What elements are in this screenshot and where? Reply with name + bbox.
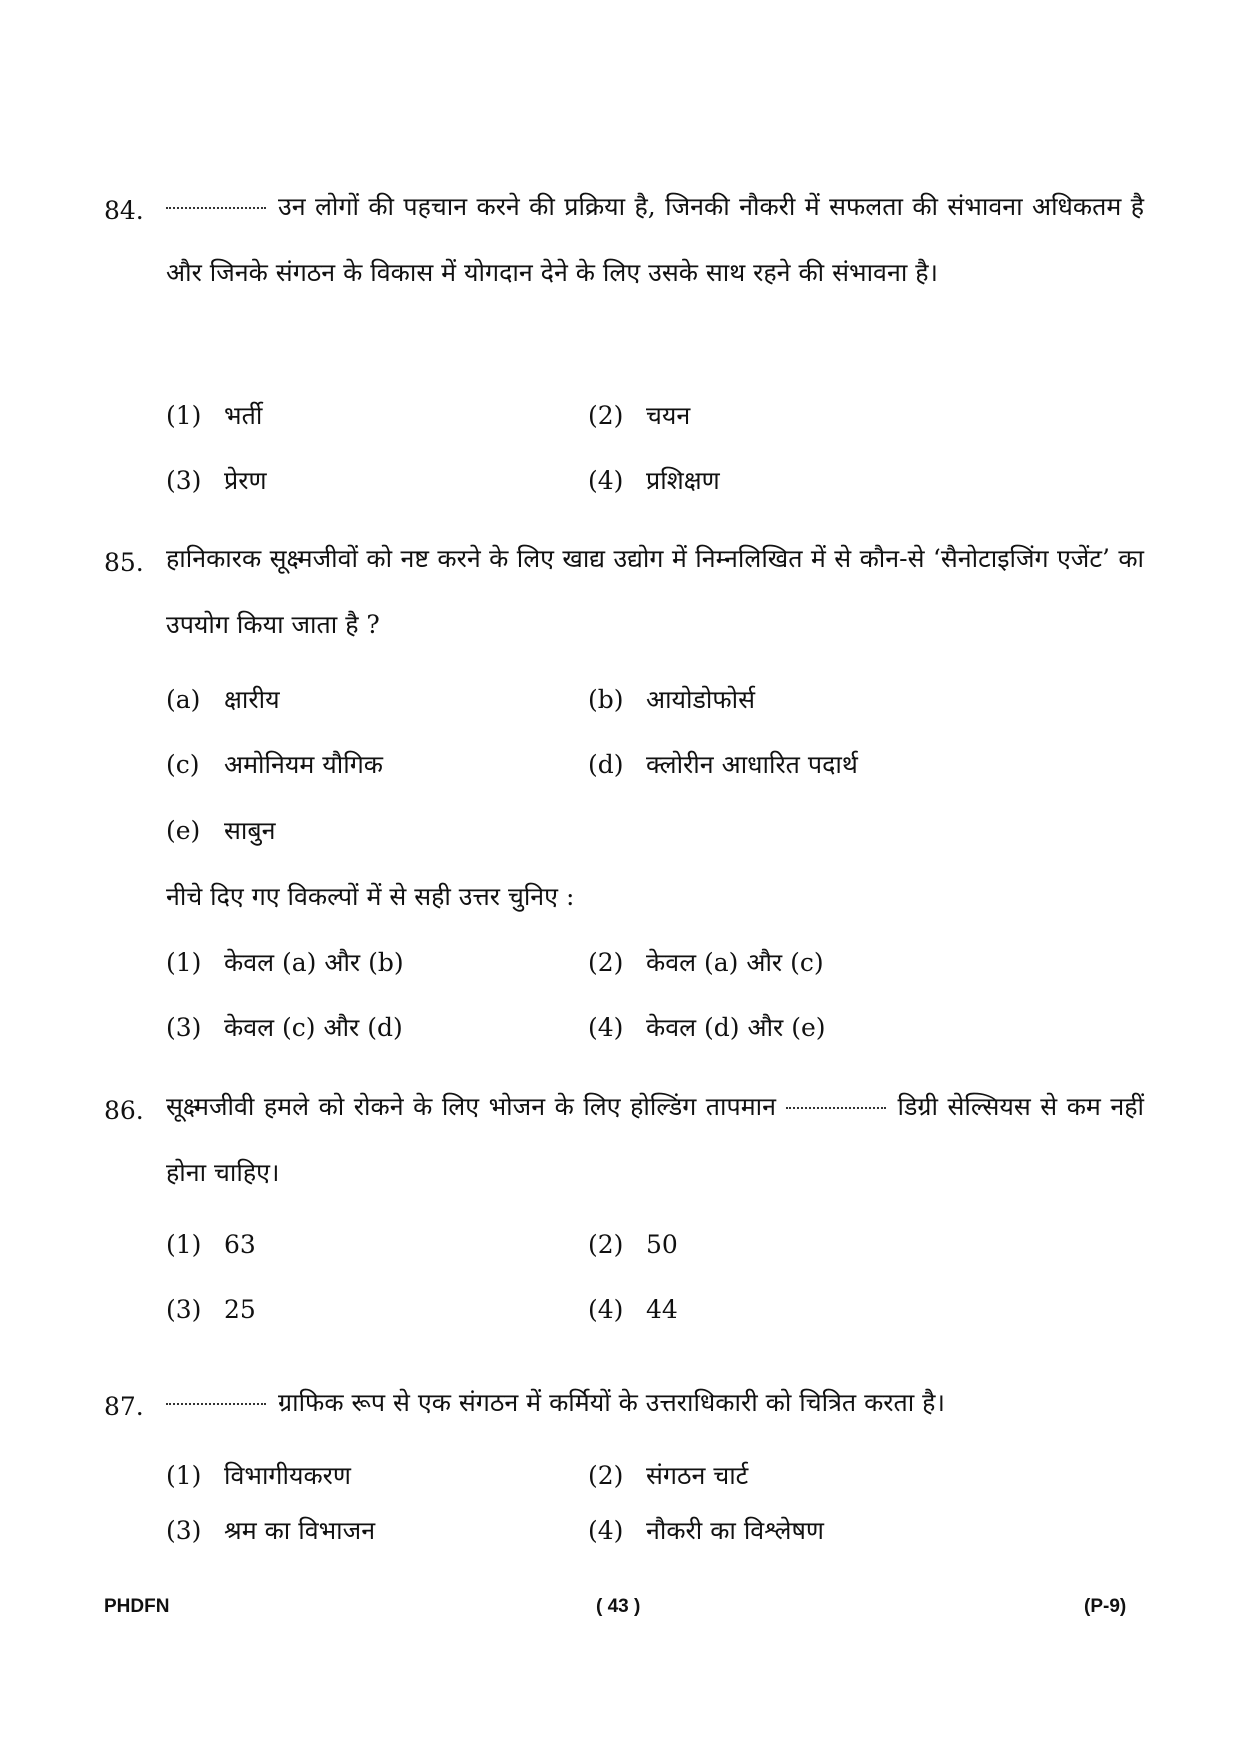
question-text: हानिकारक सूक्ष्मजीवों को नष्ट करने के लिए खाद्य उद्योग में निम्नलिखित में से कौन-से ‘सैनोटाइजिंग एजेंट’ का उपयोग किया जाता है ? bbox=[166, 544, 1144, 639]
option-2: (2) केवल (a) और (c) bbox=[588, 948, 824, 977]
fill-blank bbox=[166, 199, 266, 209]
fill-blank bbox=[166, 1395, 266, 1405]
option-2: (2) चयन bbox=[588, 401, 691, 430]
question-number: 87. bbox=[104, 1392, 144, 1421]
footer-code: PHDFN bbox=[104, 1596, 170, 1617]
option-4: (4) प्रशिक्षण bbox=[588, 466, 720, 495]
question-number: 84. bbox=[104, 196, 144, 225]
option-4: (4) केवल (d) और (e) bbox=[588, 1013, 826, 1042]
statement-b: (b) आयोडोफोर्स bbox=[588, 685, 756, 714]
question-text: ग्राफिक रूप से एक संगठन में कर्मियों के उत्तराधिकारी को चित्रित करता है। bbox=[166, 1370, 1144, 1436]
option-2: (2) 50 bbox=[588, 1230, 678, 1259]
option-3: (3) 25 bbox=[166, 1295, 256, 1324]
footer-page-number: ( 43 ) bbox=[596, 1596, 641, 1617]
question-text: सूक्ष्मजीवी हमले को रोकने के लिए भोजन के लिए होल्डिंग तापमान डिग्री सेल्सियस से कम नहीं होना चाहिए। bbox=[166, 1092, 1144, 1187]
statement-a: (a) क्षारीय bbox=[166, 685, 280, 714]
fill-blank bbox=[786, 1099, 886, 1109]
question-text: उन लोगों की पहचान करने की प्रक्रिया है, जिनकी नौकरी में सफलता की संभावना अधिकतम है और जिनके संगठन के विकास में योगदान देने के लिए उसके साथ रहने की संभावना है। bbox=[166, 192, 1144, 287]
option-4: (4) नौकरी का विश्लेषण bbox=[588, 1516, 824, 1545]
option-1: (1) विभागीयकरण bbox=[166, 1461, 351, 1490]
statement-e: (e) साबुन bbox=[166, 816, 276, 845]
option-2: (2) संगठन चार्ट bbox=[588, 1461, 749, 1490]
option-3: (3) प्रेरण bbox=[166, 466, 267, 495]
option-3: (3) श्रम का विभाजन bbox=[166, 1516, 376, 1545]
statement-d: (d) क्लोरीन आधारित पदार्थ bbox=[588, 750, 858, 779]
footer-set-code: (P-9) bbox=[1084, 1596, 1127, 1617]
question-number: 85. bbox=[104, 548, 144, 577]
option-4: (4) 44 bbox=[588, 1295, 678, 1324]
instruction-text: नीचे दिए गए विकल्पों में से सही उत्तर चुनिए : bbox=[166, 882, 575, 911]
option-3: (3) केवल (c) और (d) bbox=[166, 1013, 403, 1042]
option-1: (1) भर्ती bbox=[166, 401, 263, 430]
option-1: (1) 63 bbox=[166, 1230, 256, 1259]
statement-c: (c) अमोनियम यौगिक bbox=[166, 750, 383, 779]
option-1: (1) केवल (a) और (b) bbox=[166, 948, 404, 977]
question-number: 86. bbox=[104, 1096, 144, 1125]
